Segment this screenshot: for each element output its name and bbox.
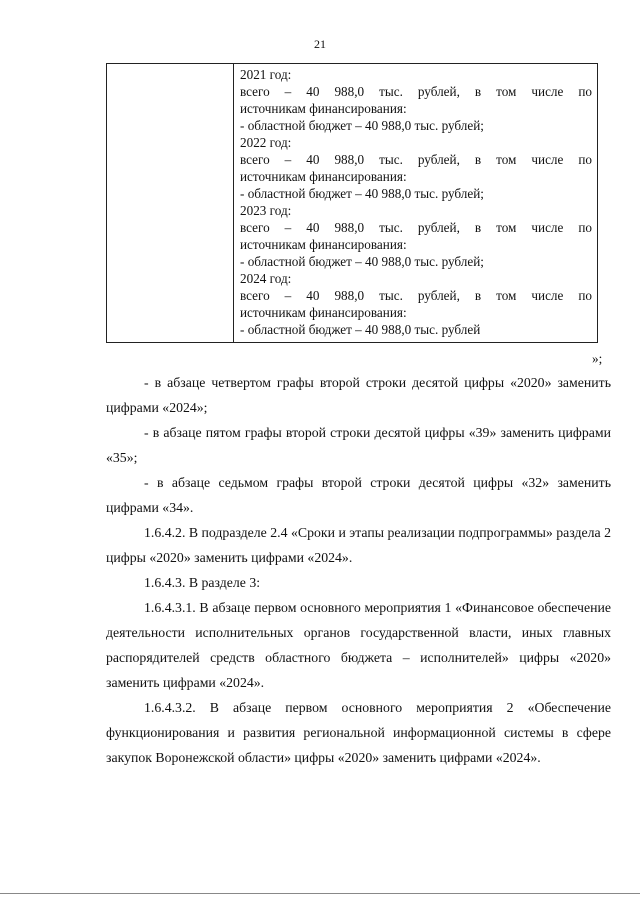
amendment-text	[106, 370, 611, 770]
page-number: 21	[314, 37, 326, 51]
year-block-2022	[240, 134, 592, 202]
regional-budget-line: - областной бюджет – 40 988,0 тыс. рублей;	[240, 254, 484, 269]
total-line: всего – 40 988,0 тыс. рублей, в том числе по	[240, 220, 592, 235]
year-label: 2021 год:	[240, 67, 292, 82]
total-line: всего – 40 988,0 тыс. рублей, в том числе по	[240, 152, 592, 167]
sources-line: источникам финансирования:	[240, 237, 407, 252]
paragraph-6: 1.6.4.3.1. В абзаце первом основного мероприятия 1 «Финансовое обеспечение деятельности исполнительных органов государственной власти, иных главных распорядителей средств областного бюджета – исполнителей» цифры «2020» заменить цифрами «2024».	[106, 600, 611, 690]
total-line: всего – 40 988,0 тыс. рублей, в том числе по	[240, 288, 592, 303]
regional-budget-line: - областной бюджет – 40 988,0 тыс. рублей;	[240, 118, 484, 133]
regional-budget-line: - областной бюджет – 40 988,0 тыс. рублей	[240, 322, 481, 337]
sources-line: источникам финансирования:	[240, 169, 407, 184]
year-block-2023	[240, 202, 592, 270]
page-bottom-edge	[0, 893, 640, 894]
sources-line: источникам финансирования:	[240, 101, 407, 116]
paragraph-4: 1.6.4.2. В подразделе 2.4 «Сроки и этапы реализации подпрограммы» раздела 2 цифры «2020» заменить цифрами «2024».	[106, 525, 611, 565]
year-label: 2022 год:	[240, 135, 292, 150]
regional-budget-line: - областной бюджет – 40 988,0 тыс. рублей;	[240, 186, 484, 201]
year-block-2024	[240, 270, 592, 338]
year-label: 2023 год:	[240, 203, 292, 218]
paragraph-7: 1.6.4.3.2. В абзаце первом основного мероприятия 2 «Обеспечение функционирования и развития региональной информационной системы в сфере закупок Воронежской области» цифры «2020» заменить цифрами «2024».	[106, 700, 611, 765]
sources-line: источникам финансирования:	[240, 305, 407, 320]
table-left-cell	[107, 64, 234, 343]
financing-table	[106, 63, 598, 343]
year-label: 2024 год:	[240, 271, 292, 286]
paragraph-2: - в абзаце пятом графы второй строки десятой цифры «39» заменить цифрами «35»;	[106, 425, 611, 465]
closing-quote: »;	[592, 351, 603, 366]
paragraph-3: - в абзаце седьмом графы второй строки десятой цифры «32» заменить цифрами «34».	[106, 475, 611, 515]
paragraph-1: - в абзаце четвертом графы второй строки десятой цифры «2020» заменить цифрами «2024»;	[106, 375, 611, 415]
total-line: всего – 40 988,0 тыс. рублей, в том числе по	[240, 84, 592, 99]
table-right-cell	[234, 64, 598, 343]
paragraph-5: 1.6.4.3. В разделе 3:	[144, 575, 261, 590]
year-block-2021	[240, 66, 592, 134]
